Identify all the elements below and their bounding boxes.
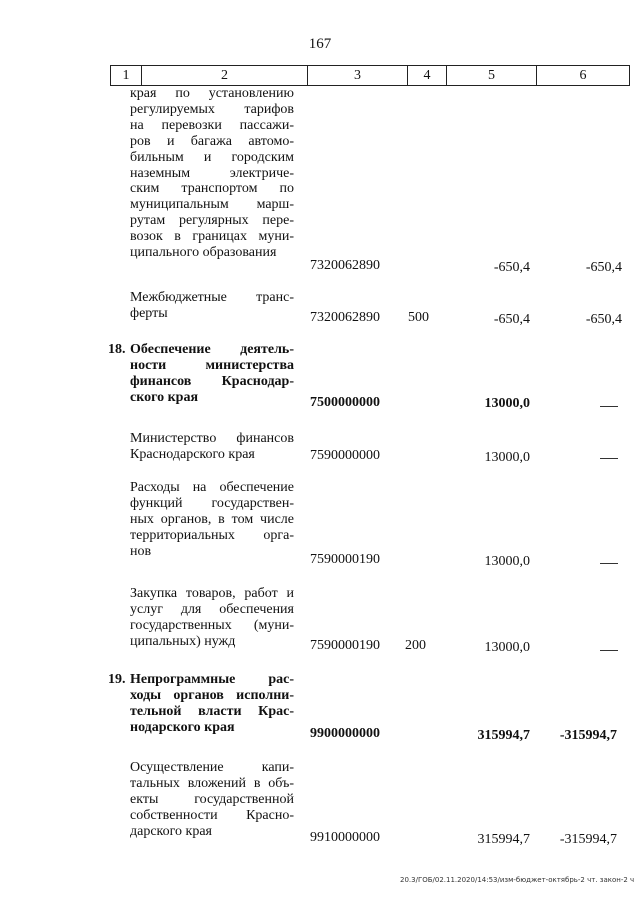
row-value-6-dash bbox=[600, 458, 618, 459]
row-line: бильным и городским bbox=[130, 149, 294, 165]
table-row-text bbox=[130, 342, 294, 406]
header-col-2: 2 bbox=[142, 66, 308, 85]
row-value-6-dash bbox=[600, 650, 618, 651]
row-line: ности министерства bbox=[130, 357, 294, 373]
row-value-6: -315994,7 bbox=[559, 728, 617, 743]
row-line: ского края bbox=[130, 389, 199, 405]
row-line: ных органов, в том числе bbox=[130, 511, 294, 527]
row-line: Краснодарского края bbox=[130, 446, 255, 462]
row-line: финансов Краснодар- bbox=[130, 373, 294, 389]
row-line: ципального образования bbox=[130, 245, 277, 261]
row-kvr: 500 bbox=[408, 310, 429, 325]
row-code: 9910000000 bbox=[310, 830, 380, 845]
row-code: 7320062890 bbox=[310, 310, 380, 325]
row-line: функций государствен- bbox=[130, 495, 294, 511]
row-value-6-dash bbox=[600, 563, 618, 564]
footer-stamp: 20.3/ГОБ/02.11.2020/14:53/изм-бюджет-октябрь-2 чт. закон-2 ч bbox=[400, 876, 635, 884]
row-line: ров и багажа автомо- bbox=[130, 133, 294, 149]
row-line: ходы органов исполни- bbox=[130, 687, 294, 703]
row-code: 9900000000 bbox=[310, 726, 380, 741]
row-line: муниципальным марш- bbox=[130, 197, 294, 213]
row-value-5: 13000,0 bbox=[484, 554, 530, 569]
row-value-6: -650,4 bbox=[585, 260, 622, 275]
row-value-5: 13000,0 bbox=[484, 640, 530, 655]
row-line: на перевозки пассажи- bbox=[130, 117, 294, 133]
row-code: 7590000190 bbox=[310, 638, 380, 653]
row-value-5: 13000,0 bbox=[484, 396, 530, 411]
row-line: ферты bbox=[130, 305, 168, 321]
row-value-5: 13000,0 bbox=[484, 450, 530, 465]
row-code: 7590000190 bbox=[310, 552, 380, 567]
header-col-3: 3 bbox=[308, 66, 408, 85]
row-kvr: 200 bbox=[405, 638, 426, 653]
row-line: екты государственной bbox=[130, 791, 294, 807]
row-line: возок в границах муни- bbox=[130, 229, 294, 245]
row-code: 7590000000 bbox=[310, 448, 380, 463]
table-row-text bbox=[130, 480, 294, 560]
header-col-1: 1 bbox=[111, 66, 142, 85]
row-value-5: 315994,7 bbox=[477, 728, 530, 743]
row-line: ским транспортом по bbox=[130, 181, 294, 197]
row-code: 7500000000 bbox=[310, 395, 380, 410]
row-line: нодарского края bbox=[130, 719, 235, 735]
row-index: 18. bbox=[108, 342, 126, 357]
row-value-5: -650,4 bbox=[493, 260, 530, 275]
row-line: услуг для обеспечения bbox=[130, 601, 294, 617]
row-line: рутам регулярных пере- bbox=[130, 213, 294, 229]
row-line: Расходы на обеспечение bbox=[130, 480, 294, 495]
row-line: Обеспечение деятель- bbox=[130, 342, 294, 357]
row-value-6: -650,4 bbox=[585, 312, 622, 327]
row-line: государственных (муни- bbox=[130, 617, 294, 633]
table-row-text bbox=[130, 672, 294, 736]
row-line: тельной власти Крас- bbox=[130, 703, 294, 719]
row-line: собственности Красно- bbox=[130, 807, 294, 823]
row-line: Непрограммные рас- bbox=[130, 672, 294, 687]
row-line: дарского края bbox=[130, 823, 212, 839]
table-header bbox=[110, 65, 630, 86]
page-number: 167 bbox=[308, 36, 332, 52]
row-value-5: -650,4 bbox=[493, 312, 530, 327]
row-line: Межбюджетные транс- bbox=[130, 290, 294, 305]
table-row-text bbox=[130, 86, 294, 261]
row-index: 19. bbox=[108, 672, 126, 687]
table-row-text bbox=[130, 290, 294, 322]
row-line: нов bbox=[130, 543, 152, 559]
table-row-text bbox=[130, 586, 294, 650]
row-line: Министерство финансов bbox=[130, 431, 294, 446]
table-row-text bbox=[130, 760, 294, 840]
header-col-6: 6 bbox=[579, 68, 587, 83]
row-value-6-dash bbox=[600, 406, 618, 407]
row-line: Осуществление капи- bbox=[130, 760, 294, 775]
table-row-text bbox=[130, 431, 294, 463]
row-line: Закупка товаров, работ и bbox=[130, 586, 294, 601]
row-code: 7320062890 bbox=[310, 258, 380, 273]
header-col-5: 5 bbox=[447, 66, 537, 85]
header-col-4: 4 bbox=[408, 66, 447, 85]
row-line: тальных вложений в объ- bbox=[130, 775, 294, 791]
row-line: края по установлению bbox=[130, 86, 294, 101]
row-value-5: 315994,7 bbox=[477, 832, 530, 847]
row-value-6: -315994,7 bbox=[559, 832, 617, 847]
row-line: наземным электриче- bbox=[130, 165, 294, 181]
row-line: территориальных орга- bbox=[130, 527, 294, 543]
row-line: регулируемых тарифов bbox=[130, 101, 294, 117]
row-line: ципальных) нужд bbox=[130, 633, 236, 649]
